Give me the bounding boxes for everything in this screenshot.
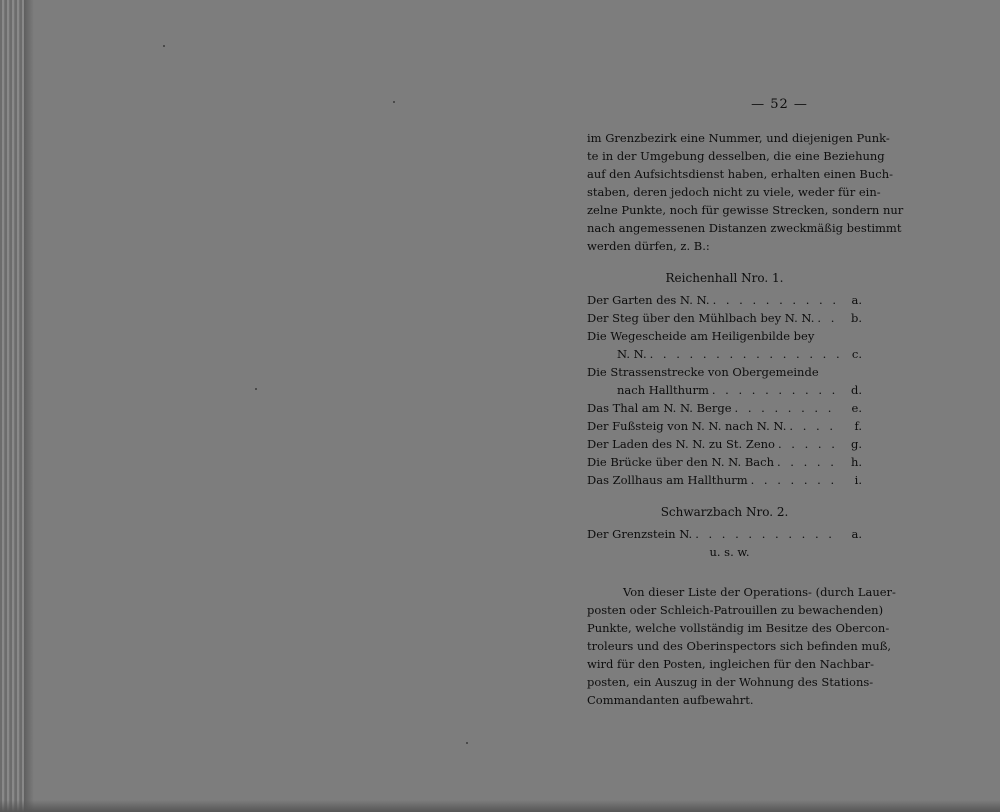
speck <box>393 101 395 103</box>
closing-paragraph <box>587 583 896 709</box>
text-line: te in der Umgebung desselben, die eine Beziehung <box>587 149 885 163</box>
list-item: Der Grenzstein N. . . . a. <box>587 525 862 543</box>
speck <box>163 45 165 47</box>
intro-paragraph <box>587 129 904 255</box>
text-line: Von dieser Liste der Operations- (durch Lauer- <box>623 585 896 599</box>
list-item: Der Laden des N. N. zu St. Zeno . . . g. <box>587 435 862 453</box>
speck <box>255 388 257 390</box>
list-item: Der Fußsteig von N. N. nach N. N. . . . f. <box>587 417 862 435</box>
text-line: wird für den Posten, ingleichen für den Nachbar- <box>587 657 875 671</box>
list-item: Das Thal am N. N. Berge . . . e. <box>587 399 862 417</box>
gutter-shadow <box>24 0 34 812</box>
text-line: staben, deren jedoch nicht zu viele, weder für ein- <box>587 185 881 199</box>
text-line: werden dürfen, z. B.: <box>587 239 710 253</box>
text-line: posten oder Schleich-Patrouillen zu bewachenden) <box>587 603 884 617</box>
list-item: Der Garten des N. N. . . . a. <box>587 291 862 309</box>
list-heading-reichenhall: Reichenhall Nro. 1. <box>665 271 784 285</box>
right-page <box>587 96 904 709</box>
text-line: Punkte, welche vollständig im Besitze des Obercon- <box>587 621 890 635</box>
text-line: zelne Punkte, noch für gewisse Strecken, sondern nur <box>587 203 904 217</box>
list-item: Die Wegescheide am Heiligenbilde bey <box>587 329 815 343</box>
list-item-continuation: N. N. . . . c. <box>587 345 862 363</box>
text-line: troleurs und des Oberinspectors sich befinden muß, <box>587 639 892 653</box>
text-line: nach angemessenen Distanzen zweckmäßig bestimmt <box>587 221 902 235</box>
list-reichenhall <box>587 291 862 489</box>
list-item: Die Strassenstrecke von Obergemeinde <box>587 365 819 379</box>
list-item: Die Brücke über den N. N. Bach . . . h. <box>587 453 862 471</box>
list-item: Das Zollhaus am Hallthurm . . . i. <box>587 471 862 489</box>
etcetera: u. s. w. <box>709 545 750 559</box>
text-line: posten, ein Auszug in der Wohnung des Stations- <box>587 675 874 689</box>
text-line: im Grenzbezirk eine Nummer, und diejenigen Punk- <box>587 131 890 145</box>
list-heading-schwarzbach: Schwarzbach Nro. 2. <box>660 505 789 519</box>
list-schwarzbach <box>587 525 862 561</box>
page-number: — 52 — <box>751 97 808 112</box>
list-item: Der Steg über den Mühlbach bey N. N. . . . b. <box>587 309 862 327</box>
book-page-edges <box>0 0 24 812</box>
list-item-continuation: nach Hallthurm . . . d. <box>587 381 862 399</box>
bottom-shadow <box>0 800 1000 812</box>
text-line: Commandanten aufbewahrt. <box>587 693 754 707</box>
text-line: auf den Aufsichtsdienst haben, erhalten einen Buch- <box>587 167 893 181</box>
speck <box>466 742 468 744</box>
